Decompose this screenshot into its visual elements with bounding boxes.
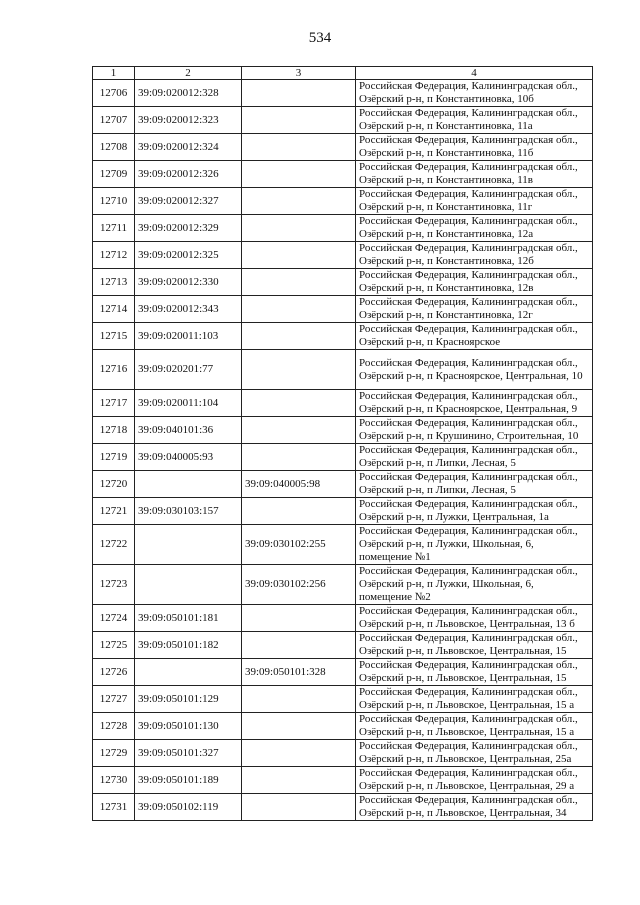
table-row [93,659,593,686]
table-row [93,215,593,242]
cadastral-number-cell: 39:09:020012:327 [135,188,242,215]
address-cell: Российская Федерация, Калининградская обл., Озёрский р-н, п Львовское, Центральная, 15 а [356,686,593,713]
address-cell: Российская Федерация, Калининградская обл., Озёрский р-н, п Константиновка, 12г [356,296,593,323]
table-row [93,565,593,605]
linked-cadastral-number-cell [242,605,356,632]
cadastral-number-cell: 39:09:020012:328 [135,80,242,107]
linked-cadastral-number-cell [242,444,356,471]
row-number-cell: 12715 [93,323,135,350]
table-row [93,107,593,134]
column-header-3: 3 [242,67,356,80]
row-number-cell: 12710 [93,188,135,215]
row-number-cell: 12729 [93,740,135,767]
address-cell: Российская Федерация, Калининградская обл., Озёрский р-н, п Красноярское, Центральная, 9 [356,390,593,417]
address-cell: Российская Федерация, Калининградская обл., Озёрский р-н, п Львовское, Центральная, 34 [356,794,593,821]
cadastral-number-cell [135,565,242,605]
linked-cadastral-number-cell [242,686,356,713]
cadastral-number-cell [135,471,242,498]
table-row [93,686,593,713]
register-table [92,66,593,821]
address-cell: Российская Федерация, Калининградская обл., Озёрский р-н, п Красноярское, Центральная, 10 [356,350,593,390]
cadastral-number-cell: 39:09:020012:326 [135,161,242,188]
row-number-cell: 12713 [93,269,135,296]
row-number-cell: 12711 [93,215,135,242]
linked-cadastral-number-cell [242,296,356,323]
cadastral-number-cell: 39:09:040101:36 [135,417,242,444]
row-number-cell: 12712 [93,242,135,269]
table-row [93,632,593,659]
row-number-cell: 12720 [93,471,135,498]
linked-cadastral-number-cell: 39:09:030102:256 [242,565,356,605]
row-number-cell: 12726 [93,659,135,686]
row-number-cell: 12727 [93,686,135,713]
cadastral-number-cell: 39:09:020012:324 [135,134,242,161]
address-cell: Российская Федерация, Калининградская обл., Озёрский р-н, п Константиновка, 12б [356,242,593,269]
linked-cadastral-number-cell [242,767,356,794]
row-number-cell: 12724 [93,605,135,632]
linked-cadastral-number-cell [242,740,356,767]
cadastral-number-cell: 39:09:030103:157 [135,498,242,525]
table-row [93,323,593,350]
row-number-cell: 12728 [93,713,135,740]
row-number-cell: 12716 [93,350,135,390]
linked-cadastral-number-cell [242,498,356,525]
address-cell: Российская Федерация, Калининградская обл., Озёрский р-н, п Крушинино, Строительная, 10 [356,417,593,444]
address-cell: Российская Федерация, Калининградская обл., Озёрский р-н, п Константиновка, 11в [356,161,593,188]
table-row [93,296,593,323]
table-row [93,80,593,107]
linked-cadastral-number-cell: 39:09:040005:98 [242,471,356,498]
address-cell: Российская Федерация, Калининградская обл., Озёрский р-н, п Константиновка, 11б [356,134,593,161]
cadastral-number-cell: 39:09:050101:327 [135,740,242,767]
column-header-1: 1 [93,67,135,80]
linked-cadastral-number-cell [242,390,356,417]
cadastral-number-cell: 39:09:040005:93 [135,444,242,471]
row-number-cell: 12719 [93,444,135,471]
table-row [93,242,593,269]
row-number-cell: 12723 [93,565,135,605]
linked-cadastral-number-cell [242,713,356,740]
address-cell: Российская Федерация, Калининградская обл., Озёрский р-н, п Константиновка, 11а [356,107,593,134]
header-row [93,67,593,80]
address-cell: Российская Федерация, Калининградская обл., Озёрский р-н, п Липки, Лесная, 5 [356,444,593,471]
row-number-cell: 12707 [93,107,135,134]
row-number-cell: 12722 [93,525,135,565]
cadastral-number-cell [135,659,242,686]
column-header-4: 4 [356,67,593,80]
address-cell: Российская Федерация, Калининградская обл., Озёрский р-н, п Львовское, Центральная, 13 б [356,605,593,632]
row-number-cell: 12721 [93,498,135,525]
table-row [93,269,593,296]
table-row [93,525,593,565]
table-row [93,713,593,740]
table-row [93,134,593,161]
row-number-cell: 12717 [93,390,135,417]
row-number-cell: 12708 [93,134,135,161]
table-row [93,767,593,794]
cadastral-number-cell: 39:09:020011:103 [135,323,242,350]
address-cell: Российская Федерация, Калининградская обл., Озёрский р-н, п Липки, Лесная, 5 [356,471,593,498]
linked-cadastral-number-cell [242,632,356,659]
address-cell: Российская Федерация, Калининградская обл., Озёрский р-н, п Лужки, Центральная, 1а [356,498,593,525]
linked-cadastral-number-cell [242,323,356,350]
address-cell: Российская Федерация, Калининградская обл., Озёрский р-н, п Лужки, Школьная, 6, помещение №2 [356,565,593,605]
linked-cadastral-number-cell: 39:09:030102:255 [242,525,356,565]
address-cell: Российская Федерация, Калининградская обл., Озёрский р-н, п Константиновка, 10б [356,80,593,107]
table-row [93,498,593,525]
address-cell: Российская Федерация, Калининградская обл., Озёрский р-н, п Львовское, Центральная, 25а [356,740,593,767]
row-number-cell: 12709 [93,161,135,188]
linked-cadastral-number-cell [242,350,356,390]
linked-cadastral-number-cell [242,215,356,242]
address-cell: Российская Федерация, Калининградская обл., Озёрский р-н, п Львовское, Центральная, 15 [356,632,593,659]
table-row [93,444,593,471]
address-cell: Российская Федерация, Калининградская обл., Озёрский р-н, п Константиновка, 12в [356,269,593,296]
linked-cadastral-number-cell: 39:09:050101:328 [242,659,356,686]
cadastral-number-cell: 39:09:050101:181 [135,605,242,632]
table-row [93,188,593,215]
cadastral-number-cell [135,525,242,565]
cadastral-number-cell: 39:09:050101:182 [135,632,242,659]
address-cell: Российская Федерация, Калининградская обл., Озёрский р-н, п Лужки, Школьная, 6, помещение №1 [356,525,593,565]
cadastral-number-cell: 39:09:020012:329 [135,215,242,242]
linked-cadastral-number-cell [242,161,356,188]
linked-cadastral-number-cell [242,269,356,296]
table-row [93,417,593,444]
linked-cadastral-number-cell [242,417,356,444]
row-number-cell: 12718 [93,417,135,444]
table-row [93,161,593,188]
linked-cadastral-number-cell [242,107,356,134]
cadastral-number-cell: 39:09:020012:343 [135,296,242,323]
cadastral-number-cell: 39:09:020012:323 [135,107,242,134]
row-number-cell: 12731 [93,794,135,821]
address-cell: Российская Федерация, Калининградская обл., Озёрский р-н, п Львовское, Центральная, 15 а [356,713,593,740]
table-row [93,350,593,390]
address-cell: Российская Федерация, Калининградская обл., Озёрский р-н, п Львовское, Центральная, 15 [356,659,593,686]
linked-cadastral-number-cell [242,794,356,821]
row-number-cell: 12725 [93,632,135,659]
table-row [93,390,593,417]
cadastral-number-cell: 39:09:050101:129 [135,686,242,713]
linked-cadastral-number-cell [242,188,356,215]
address-cell: Российская Федерация, Калининградская обл., Озёрский р-н, п Львовское, Центральная, 29 а [356,767,593,794]
table-row [93,605,593,632]
linked-cadastral-number-cell [242,242,356,269]
linked-cadastral-number-cell [242,134,356,161]
row-number-cell: 12730 [93,767,135,794]
table-row [93,794,593,821]
cadastral-number-cell: 39:09:050102:119 [135,794,242,821]
address-cell: Российская Федерация, Калининградская обл., Озёрский р-н, п Красноярское [356,323,593,350]
cadastral-number-cell: 39:09:050101:130 [135,713,242,740]
address-cell: Российская Федерация, Калининградская обл., Озёрский р-н, п Константиновка, 12а [356,215,593,242]
page-number: 534 [308,30,332,46]
row-number-cell: 12714 [93,296,135,323]
cadastral-number-cell: 39:09:020201:77 [135,350,242,390]
cadastral-number-cell: 39:09:050101:189 [135,767,242,794]
table-row [93,740,593,767]
column-header-2: 2 [135,67,242,80]
cadastral-number-cell: 39:09:020012:325 [135,242,242,269]
table-row [93,471,593,498]
address-cell: Российская Федерация, Калининградская обл., Озёрский р-н, п Константиновка, 11г [356,188,593,215]
cadastral-number-cell: 39:09:020012:330 [135,269,242,296]
linked-cadastral-number-cell [242,80,356,107]
cadastral-number-cell: 39:09:020011:104 [135,390,242,417]
row-number-cell: 12706 [93,80,135,107]
